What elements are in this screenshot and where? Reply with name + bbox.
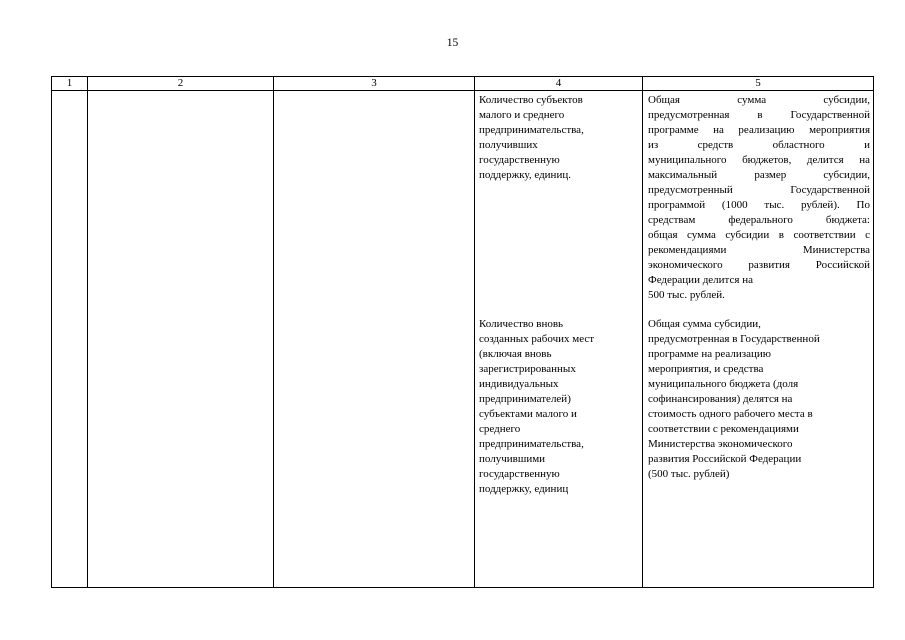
row-1-method-line: из средств областного и [648,139,870,151]
header-col-1: 1 [66,77,73,89]
row-2-indicator-line: поддержку, единиц [479,483,569,495]
row-1-indicator-line: государственную [479,154,560,166]
row-2-method-line: муниципального бюджета (доля [648,378,799,390]
row-2-method-line: предусмотренная в Государственной [648,333,820,345]
row-1-method-line: программе на реализацию мероприятия [648,124,870,136]
row-2-method-line: программе на реализацию [648,348,771,360]
row-1-indicator [479,93,639,183]
row-2-indicator-line: (включая вновь [479,348,552,360]
row-1-method-line: 500 тыс. рублей. [648,289,725,301]
row-2-indicator-line: получившими [479,453,546,465]
row-2-method-line: соответствии с рекомендациями [648,423,799,435]
header-col-4: 4 [555,77,562,89]
row-1-method-line: Общая сумма субсидии, [648,94,870,106]
row-2-indicator-line: субъектами малого и [479,408,577,420]
header-col-5: 5 [755,77,761,89]
row-2-indicator-line: среднего [479,423,521,435]
row-2-indicator [479,317,639,497]
row-2-method-line: мероприятия, и средства [648,363,764,375]
row-1-method-line: рекомендациями Министерства [648,244,870,256]
row-2-indicator-line: индивидуальных [479,378,559,390]
header-col-3: 3 [371,77,377,89]
row-2-indicator-line: Количество вновь [479,318,564,330]
page-number: 15 [446,37,459,49]
row-1-method-line: общая сумма субсидии в соответствии с [648,229,870,241]
column-divider [642,77,643,587]
row-2-indicator-line: государственную [479,468,560,480]
row-2-method-line: софинансирования) делятся на [648,393,793,405]
row-1-method-line: средствам федерального бюджета: [648,214,870,226]
row-1-indicator-line: получивших [479,139,538,151]
column-divider [273,77,274,587]
row-2-indicator-line: зарегистрированных [479,363,576,375]
column-divider [87,77,88,587]
column-divider [474,77,475,587]
header-col-2: 2 [177,77,184,89]
row-2-method-line: развития Российской Федерации [648,453,802,465]
row-2-method-line: стоимость одного рабочего места в [648,408,813,420]
row-2-indicator-line: предпринимательства, [479,438,584,450]
row-1-indicator-line: малого и среднего [479,109,565,121]
row-1-indicator-line: поддержку, единиц. [479,169,571,181]
row-2-method [648,317,870,482]
row-1-method-line: муниципального бюджетов, делится на [648,154,870,166]
row-2-indicator-line: предпринимателей) [479,393,571,405]
header-divider [52,90,873,91]
row-1-method-line: максимальный размер субсидии, [648,169,870,181]
row-1-method-line: программой (1000 тыс. рублей). По [648,199,870,211]
row-1-method-line: Федерации делится на [648,274,753,286]
row-1-method-line: экономического развития Российской [648,259,870,271]
row-2-indicator-line: созданных рабочих мест [479,333,595,345]
row-1-method-line: предусмотренная в Государственной [648,109,870,121]
row-1-indicator-line: предпринимательства, [479,124,584,136]
row-2-method-line: Общая сумма субсидии, [648,318,761,330]
row-1-method-line: предусмотренный Государственной [648,184,870,196]
row-1-method [648,93,870,303]
row-2-method-line: (500 тыс. рублей) [648,468,730,480]
row-1-indicator-line: Количество субъектов [479,94,583,106]
data-table [51,76,874,588]
row-2-method-line: Министерства экономического [648,438,793,450]
